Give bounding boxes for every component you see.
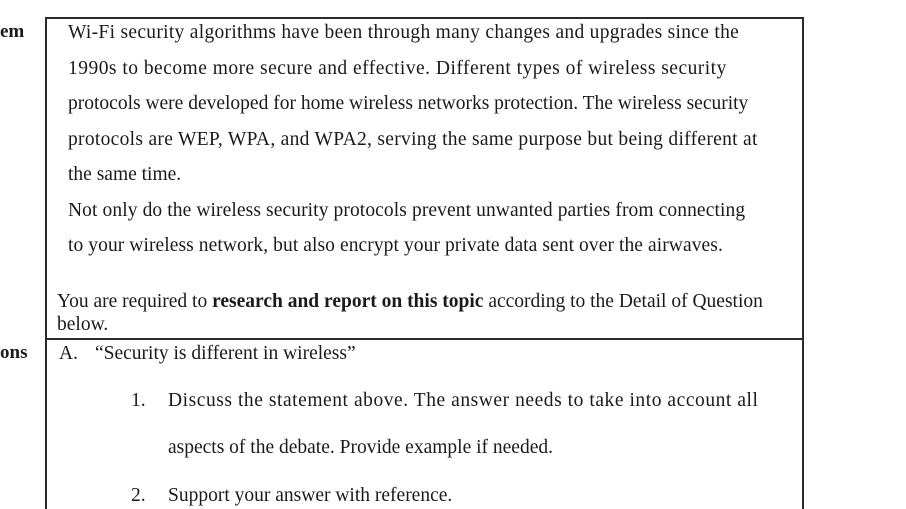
question-number: 1.	[131, 390, 146, 411]
requirement-prefix: You are required to	[57, 291, 213, 312]
problem-line: Not only do the wireless security protocols prevent unwanted parties from connecting	[68, 200, 746, 221]
problem-line: to your wireless network, but also encrypt your private data sent over the airwaves.	[68, 235, 723, 256]
table-border-left	[45, 18, 47, 509]
requirement-text	[57, 290, 797, 336]
problem-line: protocols were developed for home wireless networks protection. The wireless security	[68, 93, 749, 114]
question-number: 2.	[131, 485, 146, 506]
problem-line: 1990s to become more secure and effective. Different types of wireless security	[68, 58, 727, 79]
problem-line: the same time.	[68, 164, 182, 185]
table-border-top	[45, 17, 804, 19]
problem-line: protocols are WEP, WPA, and WPA2, serving the same purpose but being different at	[68, 129, 758, 150]
requirement-suffix: according to the Detail of Question below.	[57, 291, 763, 335]
question-line: Support your answer with reference.	[168, 485, 453, 506]
requirement-emphasis: research and report on this topic	[212, 291, 484, 312]
row-label-problem: em	[0, 21, 25, 42]
section-title: “Security is different in wireless”	[95, 343, 356, 364]
table-row-divider	[45, 338, 804, 340]
table-border-right	[802, 18, 804, 509]
problem-line: Wi-Fi security algorithms have been through many changes and upgrades since the	[68, 22, 740, 43]
question-line: aspects of the debate. Provide example if needed.	[168, 437, 553, 458]
section-label: A.	[59, 343, 78, 364]
question-line: Discuss the statement above. The answer needs to take into account all	[168, 390, 759, 411]
row-label-questions: ons	[0, 342, 28, 363]
